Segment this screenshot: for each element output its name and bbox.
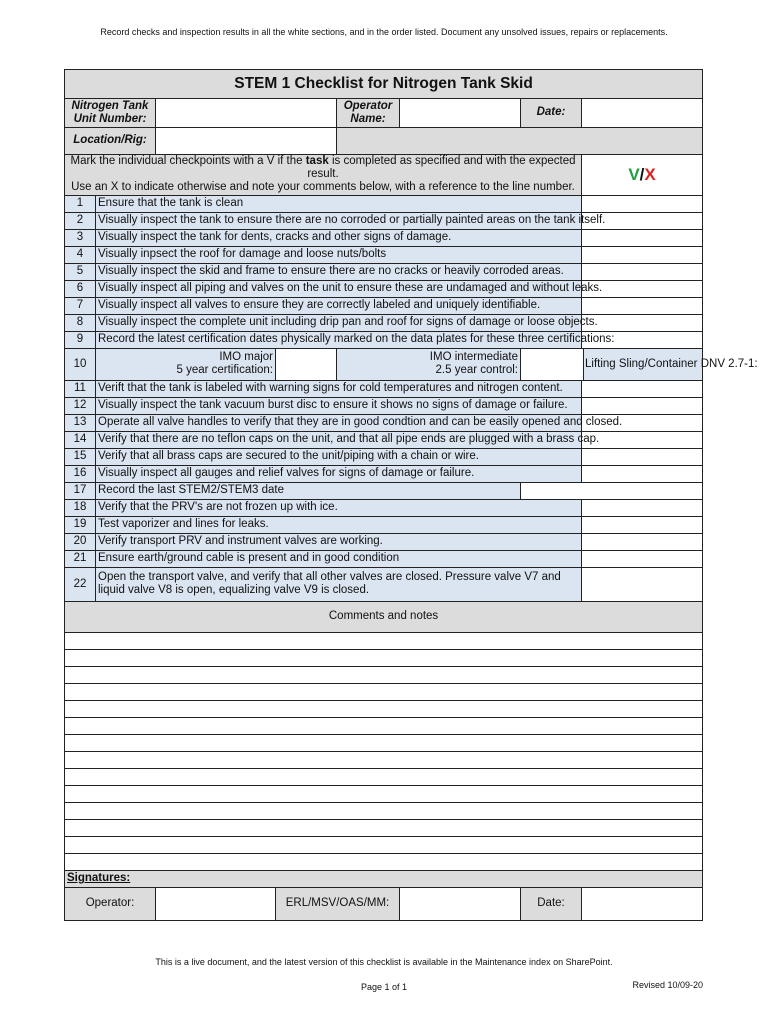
footer-revised: Revised 10/09-20 (632, 980, 703, 990)
row-task: Verify that there are no teflon caps on the unit, and that all pipe ends are plugged with a brass cap. (96, 431, 582, 448)
location-filler (337, 128, 703, 155)
row-check-cell[interactable] (582, 229, 703, 246)
checklist-row (65, 397, 703, 414)
row-task: Verift that the tank is labeled with warning signs for cold temperatures and nitrogen content. (96, 380, 582, 397)
row-task: Open the transport valve, and verify that all other valves are closed. Pressure valve V7 and liquid valve V8 is open, equalizing valve V9 is closed. (96, 567, 582, 601)
row-number: 21 (65, 550, 96, 567)
row-task: Ensure that the tank is clean (96, 195, 582, 212)
footer-page-number: Page 1 of 1 (360, 982, 408, 992)
checklist-table (64, 69, 758, 921)
row-check-cell[interactable] (582, 465, 703, 482)
checklist-row (65, 431, 703, 448)
row-check-cell[interactable] (582, 314, 703, 331)
checklist-row (65, 331, 703, 348)
checklist-row (65, 482, 703, 499)
row-task: Visually inpsect the roof for damage and loose nuts/bolts (96, 246, 582, 263)
operator-name-label: Operator Name: (337, 99, 400, 128)
row-task: Operate all valve handles to verify that they are in good condtion and can be easily opened and closed. (96, 414, 582, 431)
operator-name-field[interactable] (400, 99, 521, 128)
checklist-row (65, 499, 703, 516)
row-check-cell[interactable] (582, 263, 703, 280)
checklist-row (65, 280, 703, 297)
row-check-cell[interactable] (582, 550, 703, 567)
row-task: Visually inspect all valves to ensure they are correctly labeled and uniquely identifiable. (96, 297, 582, 314)
row-number: 18 (65, 499, 96, 516)
unit-number-label: Nitrogen Tank Unit Number: (65, 99, 156, 128)
row-task: Visually inspect all piping and valves on the unit to ensure these are undamaged and without leaks. (96, 280, 582, 297)
row-number: 14 (65, 431, 96, 448)
row-task: Visually inspect the skid and frame to ensure there are no cracks or heavily corroded areas. (96, 263, 582, 280)
row-task: Visually inspect all gauges and relief valves for signs of damage or failure. (96, 465, 582, 482)
signature-date-label: Date: (521, 887, 582, 920)
checklist-row (65, 229, 703, 246)
comment-line[interactable] (65, 836, 703, 853)
row-number: 15 (65, 448, 96, 465)
checklist-row (65, 516, 703, 533)
row-check-cell[interactable] (582, 516, 703, 533)
row-number: 4 (65, 246, 96, 263)
row-number: 17 (65, 482, 96, 499)
row-task: Verify that all brass caps are secured to the unit/piping with a chain or wire. (96, 448, 582, 465)
date-field[interactable] (582, 99, 703, 128)
row-number: 3 (65, 229, 96, 246)
erl-signature-label: ERL/MSV/OAS/MM: (276, 887, 400, 920)
checklist-row (65, 195, 703, 212)
checklist-row (65, 297, 703, 314)
checklist-row (65, 414, 703, 431)
row-number: 7 (65, 297, 96, 314)
checklist-row (65, 448, 703, 465)
row-number: 20 (65, 533, 96, 550)
footer-live-note: This is a live document, and the latest version of this checklist is available in the Maintenance index on SharePoint. (155, 957, 613, 967)
checklist-row (65, 246, 703, 263)
checklist-row (65, 263, 703, 280)
comment-line[interactable] (65, 819, 703, 836)
certification-row (65, 348, 703, 380)
comment-line[interactable] (65, 785, 703, 802)
comment-line[interactable] (65, 700, 703, 717)
row-check-cell[interactable] (582, 533, 703, 550)
checklist-row (65, 380, 703, 397)
row-number: 6 (65, 280, 96, 297)
row-number: 2 (65, 212, 96, 229)
comment-line[interactable] (65, 802, 703, 819)
lifting-sling-cell (521, 348, 758, 380)
signatures-title: Signatures: (65, 870, 703, 887)
vx-legend: V/X (582, 155, 703, 196)
page-title: STEM 1 Checklist for Nitrogen Tank Skid (65, 70, 703, 99)
row-number: 12 (65, 397, 96, 414)
checklist-row (65, 533, 703, 550)
row-check-cell[interactable] (582, 380, 703, 397)
row-task: Verify that the PRV's are not frozen up with ice. (96, 499, 582, 516)
comment-line[interactable] (65, 683, 703, 700)
row-task: Verify transport PRV and instrument valves are working. (96, 533, 582, 550)
operator-signature-label: Operator: (65, 887, 156, 920)
instructions: Mark the individual checkpoints with a V if the task is completed as specified and with the expected result. Use an X to indicate otherwise and note your comments below, with a reference to the line number. (65, 155, 582, 196)
signature-date-field[interactable] (582, 887, 703, 920)
row-number: 16 (65, 465, 96, 482)
imo-major-field[interactable] (276, 348, 337, 380)
operator-signature-field[interactable] (156, 887, 276, 920)
row-check-cell[interactable] (582, 397, 703, 414)
imo-intermediate-field[interactable] (521, 349, 584, 380)
row-number: 13 (65, 414, 96, 431)
location-label: Location/Rig: (65, 128, 156, 155)
row-check-cell[interactable] (582, 431, 703, 448)
comment-line[interactable] (65, 734, 703, 751)
stem-date-field[interactable] (521, 482, 703, 499)
checklist-row (65, 212, 703, 229)
row-number: 5 (65, 263, 96, 280)
comment-line[interactable] (65, 853, 703, 870)
date-label: Date: (521, 99, 582, 128)
row-check-cell[interactable] (582, 246, 703, 263)
row-check-cell[interactable] (582, 195, 703, 212)
imo-major-label: IMO major 5 year certification: (96, 348, 276, 380)
row-number: 19 (65, 516, 96, 533)
comment-line[interactable] (65, 649, 703, 666)
header-note: Record checks and inspection results in all the white sections, and in the order listed. Document any unsolved issues, repairs or replacements. (100, 27, 668, 37)
row-check-cell[interactable] (582, 297, 703, 314)
comment-line[interactable] (65, 751, 703, 768)
row-number: 11 (65, 380, 96, 397)
imo-intermediate-label: IMO intermediate 2.5 year control: (337, 348, 521, 380)
row-check-cell[interactable] (582, 448, 703, 465)
row-task: Visually inspect the tank to ensure there are no corroded or partially painted areas on the tank itself. (96, 212, 582, 229)
row-task: Visually inspect the tank vacuum burst disc to ensure it shows no signs of damage or failure. (96, 397, 582, 414)
row-task: Ensure earth/ground cable is present and in good condition (96, 550, 582, 567)
row-number: 8 (65, 314, 96, 331)
comments-header: Comments and notes (65, 601, 703, 632)
erl-signature-field[interactable] (400, 887, 521, 920)
row-task: Record the latest certification dates physically marked on the data plates for these three certifications: (96, 331, 582, 348)
checklist-row (65, 465, 703, 482)
row-number: 22 (65, 567, 96, 601)
row-task: Visually inspect the complete unit including drip pan and roof for signs of damage or loose objects. (96, 314, 582, 331)
unit-number-field[interactable] (156, 99, 337, 128)
row-task: Test vaporizer and lines for leaks. (96, 516, 582, 533)
checklist-row (65, 314, 703, 331)
row-number: 10 (65, 348, 96, 380)
lifting-sling-label: Lifting Sling/Container DNV 2.7-1: (585, 357, 758, 370)
row-check-cell[interactable] (582, 499, 703, 516)
row-number: 1 (65, 195, 96, 212)
comment-line[interactable] (65, 768, 703, 785)
row-check-cell[interactable] (582, 567, 703, 601)
checklist-row (65, 567, 703, 601)
row-number: 9 (65, 331, 96, 348)
comment-line[interactable] (65, 632, 703, 649)
comment-line[interactable] (65, 717, 703, 734)
location-field[interactable] (156, 128, 337, 155)
row-task: Visually inspect the tank for dents, cracks and other signs of damage. (96, 229, 582, 246)
comment-line[interactable] (65, 666, 703, 683)
checklist-row (65, 550, 703, 567)
row-task: Record the last STEM2/STEM3 date (96, 482, 521, 499)
